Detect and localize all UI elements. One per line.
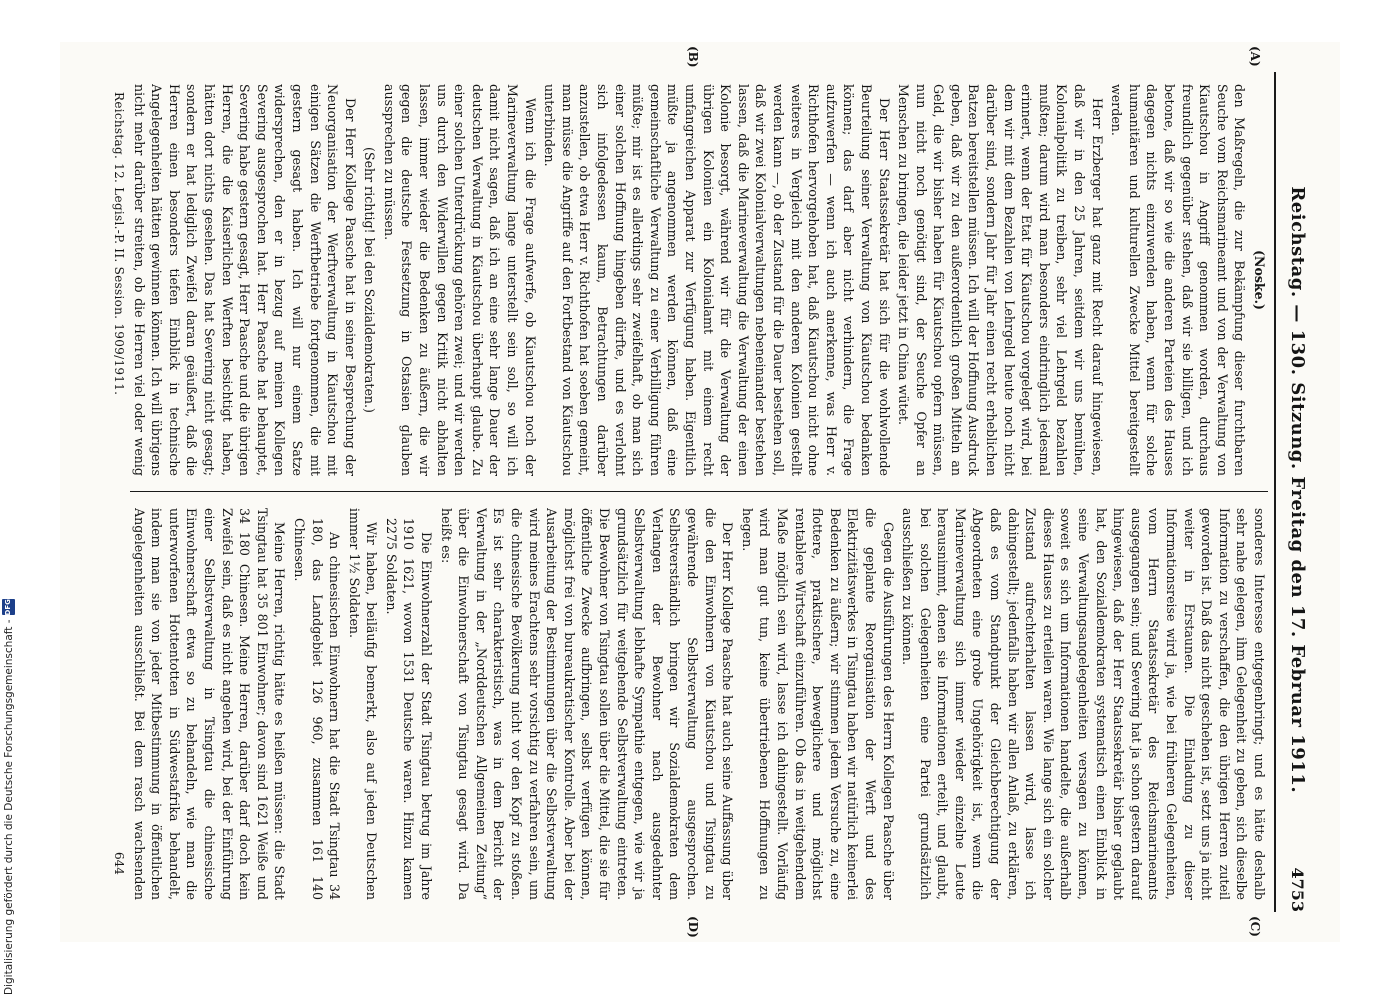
paragraph: sonderes Interesse entgegenbringt; und es hätte deshalb sehr nahe gelegen, ihm Gelegenheit zu geben, sich dieselbe Information zu verschaffen, die den übrigen Herren zuteil geworden ist. Daß das nicht geschehen ist, setzt uns ja nicht weiter in Erstaunen. Die Einladung zu dieser Informationsreise wird ja, wie bei früheren Gelegenheiten, vom Herrn Staatssekretär des Reichsmarineamts ausgegangen sein; und Severing hat ja schon gestern darauf hingewiesen, daß der Herr Staatssekretär bisher geglaubt hat, den Sozialdemokraten systematisch einen Einblick in seine Verwaltungsangelegenheiten versagen zu können, soweit es sich um Informationen handelte, die außerhalb dieses Hauses zu erteilen waren. Wie lange sich ein solcher Zustand aufrechterhalten lassen wird, lasse ich dahingestellt; jedenfalls haben wir allen Anlaß, zu erklären, daß es vom Standpunkt der Gleichberechtigung der Abgeordneten eine grobe Ungehörigkeit ist, wenn die Marineverwaltung sich immer wieder einzelne Leute herausnimmt, denen sie Informationen erteilt, und glaubt, bei solchen Gelegenheiten eine Partei grundsätzlich ausschließen zu können.: [900, 508, 1267, 900]
left-column: [128, 84, 1268, 476]
paragraph: Gegen die Ausführungen des Herrn Kollegen Paasche über die geplante Reorganisation der Werft und des Elektrizitätswerkes in Tsingtau haben wir natürlich keinerlei Bedenken zu äußern; wir stimmen jedem Versuche zu, eine flottere, praktischere, beweglichere und möglichst rentablere Wirtschaft einzuführen. Ob das in weitgehendem Maße möglich sein wird, lasse ich dahingestellt. Vorläufig wird man gut tun, keine übertriebenen Hoffnungen zu hegen.: [739, 508, 896, 900]
quote-line: Wir haben, beiläufig bemerkt, also auf jeden Deutschen immer 1½ Soldaten.: [346, 508, 380, 900]
paragraph: Der Herr Kollege Paasche hat auch seine Auffassung über die den Einwohnern von Kiautschou und Tsingtau zu gewährende Selbstverwaltung ausgesprochen. Selbstverständlich bringen wir Sozialdemokraten dem Verlangen der Bewohner nach ausgedehnter Selbstverwaltung lebhafte Sympathie entgegen, wie wir ja grundsätzlich für weitgehende Selbstverwaltung eintreten. Die Bewohner von Tsingtau sollen über die Mittel, die sie für öffentliche Zwecke aufbringen, selbst verfügen können, möglichst frei von bureaukratischer Kontrolle. Aber bei der Ausarbeitung der Bestimmungen über die Selbstverwaltung wird meines Erachtens sehr vorsichtig zu verfahren sein, um die chinesische Bevölkerung nicht vor den Kopf zu stoßen. Es ist sehr charakteristisch, was in dem Bericht der Verwaltung in der „Norddeutschen Allgemeinen Zeitung“ über die Einwohnerschaft von Tsingtau gesagt wird. Da heißt es:: [438, 508, 736, 900]
paragraph: Meine Herren, richtig hätte es heißen müssen: die Stadt Tsingtau hat 35 801 Einwohner; davon sind 1621 Weiße und 34 180 Chinesen. Meine Herren, darüber darf doch kein Zweifel sein, daß es nicht angehen wird, bei der Einführung einer Selbstverwaltung in Tsingtau die chinesische Einwohnerschaft etwa so zu behandeln, wie man die unterworfenen Hottentotten in Südwestafrika behandelt, indem man sie von jeder Mitbestimmung in öffentlichen Angelegenheiten ausschließt. Bei dem rasch wachsenden: [131, 508, 288, 900]
page-number-top: 4753: [1288, 867, 1308, 912]
margin-marker-c: (C): [1248, 916, 1262, 937]
paragraph: Herr Erzberger hat ganz mit Recht darauf hingewiesen, daß wir in den 25 Jahren, seitdem wir uns bemühen, Kolonialpolitik zu treiben, sehr viel Lehrgeld bezahlen mußten; darum wird man besonders eindringlich jedesmal erinnert, wenn der Etat für Kiautschou vorgelegt wird, bei dem wir mit dem Bezahlen von Lehrgeld heute noch nicht darüber sind, sondern Jahr für Jahr einen recht erheblichen Batzen bereitstellen müssen. Ich will der Hoffnung Ausdruck geben, daß wir zu den außerordentlich großen Mitteln an Geld, die wir bisher haben für Kiautschou opfern müssen, nun nicht noch genötigt sind, der Seuche Opfer an Menschen zu bringen, die leider jetzt in China wütet.: [896, 84, 1105, 476]
attribution-text: Digitalisierung gefördert durch die Deutsche Forschungsgemeinschaft -: [2, 619, 15, 995]
quote-line: An chinesischen Einwohnern hat die Stadt Tsingtau 34 180, das Landgebiet 126 960, zusammen 161 140 Chinesen.: [291, 518, 343, 900]
paragraph: Wenn ich die Frage aufwerfe, ob Kiautschou noch der Marineverwaltung lange unterstellt sein soll, so will ich damit nicht sagen, daß ich an eine sehr lange Dauer der deutschen Verwaltung in Kiautschou überhaupt glaube. Zu einer solchen Unterdrückung gehören zwei; und wir werden uns durch den Widerwillen gegen Kritik nicht abhalten lassen, immer wieder die Bedenken zu äußern, die wir gegen die deutsche Festsetzung in Ostasien glauben aussprechen zu müssen.: [381, 84, 538, 476]
page-number-bottom: 644: [112, 852, 126, 875]
margin-marker-d: (D): [686, 916, 700, 938]
page-header: [1278, 72, 1318, 912]
margin-marker-b: (B): [686, 46, 700, 68]
rotated-page: [60, 42, 1340, 942]
margin-marker-a: (A): [1248, 46, 1262, 67]
page-footer: Reichstag. 12. Legisl.-P. II. Session. 1909/1911.: [112, 92, 126, 396]
column-divider: [130, 491, 1268, 492]
dfg-logo-icon: DFG: [2, 599, 15, 615]
scanned-page: [60, 42, 1340, 942]
speaker-name: (Noske.): [1252, 249, 1267, 311]
header-rule: [1274, 72, 1276, 912]
attribution-line: [2, 599, 15, 995]
right-column: [128, 508, 1268, 900]
interjection: (Sehr richtig! bei den Sozialdemokraten.): [362, 147, 378, 413]
paragraph: Der Herr Kollege Paasche hat in seiner Besprechung der Neuorganisation der Werftverwaltung in Kiautschou mit einigen Sätzen die Werftbetriebe fortgenommen, die mit gestern gesagt haben. Ich will nur einem Satze widersprechen, den er in bezug auf meinen Kollegen Severing ausgesprochen hat. Herr Paasche hat behauptet, Severing habe gestern gesagt, Herr Paasche und die übrigen Herren, die die Kaiserlichen Werften besichtigt haben, hätten dort nichts gesehen. Das hat Severing nicht gesagt; sondern er hat lediglich Zweifel daran geäußert, daß die Herren einen besonders tiefen Einblick in technische Angelegenheiten hätten gewinnen können. Ich will übrigens nicht mehr darüber streiten, ob die Herren viel oder wenig: [131, 84, 358, 476]
page-title: Reichstag. — 130. Sitzung. Freitag den 17. Februar 1911.: [1287, 186, 1309, 794]
paragraph: den Maßregeln, die zur Bekämpfung dieser furchtbaren Seuche vom Reichsmarineamt und von der Verwaltung von Kiautschou in Angriff genommen worden, durchaus freundlich gegenüber stehen, daß wir sie billigen, und ich betone, daß wir so wie die anderen Parteien des Hauses dagegen nichts einzuwenden haben, wenn für solche humanitären und kulturellen Zwecke Mittel bereitgestellt werden.: [1109, 84, 1248, 476]
quote-line: Die Einwohnerzahl der Stadt Tsingtau betrug im Jahre 1910 1621, wovon 1531 Deutsche waren. Hinzu kamen 2275 Soldaten.: [383, 518, 435, 900]
paragraph: Der Herr Staatssekretär hat sich für die wohlwollende Beurteilung seiner Verwaltung von Kiautschou bedanken können; das darf aber nicht verhindern, die Frage aufzuwerfen — wenn ich auch anerkenne, was Herr v. Richthofen hervorgehoben hat, daß Kiautschou nicht ohne weiteres in Vergleich mit den anderen Kolonien gestellt werden kann —, ob der Zustand für die Dauer bestehen soll, daß wir zwei Kolonialverwaltungen nebeneinander bestehen lassen, daß die Marineverwaltung die Verwaltung der einen Kolonie besorgt, während wir für die Verwaltung der übrigen Kolonien ein Kolonialamt mit einem recht umfangreichen Apparat zur Verfügung haben. Eigentlich müßte ja angenommen werden können, daß eine gemeinschaftliche Verwaltung zu einer Verbilligung führen müßte; mir ist es allerdings sehr zweifelhaft, ob man sich einer solchen Hoffnung hingeben dürfte, und es verlohnt sich infolgedessen kaum, Betrachtungen darüber anzustellen, ob etwa Herr v. Richthofen hat soeben gemeint, man müsse die Angriffe auf den Fortbestand von Kiautschou unterbinden.: [542, 84, 892, 476]
